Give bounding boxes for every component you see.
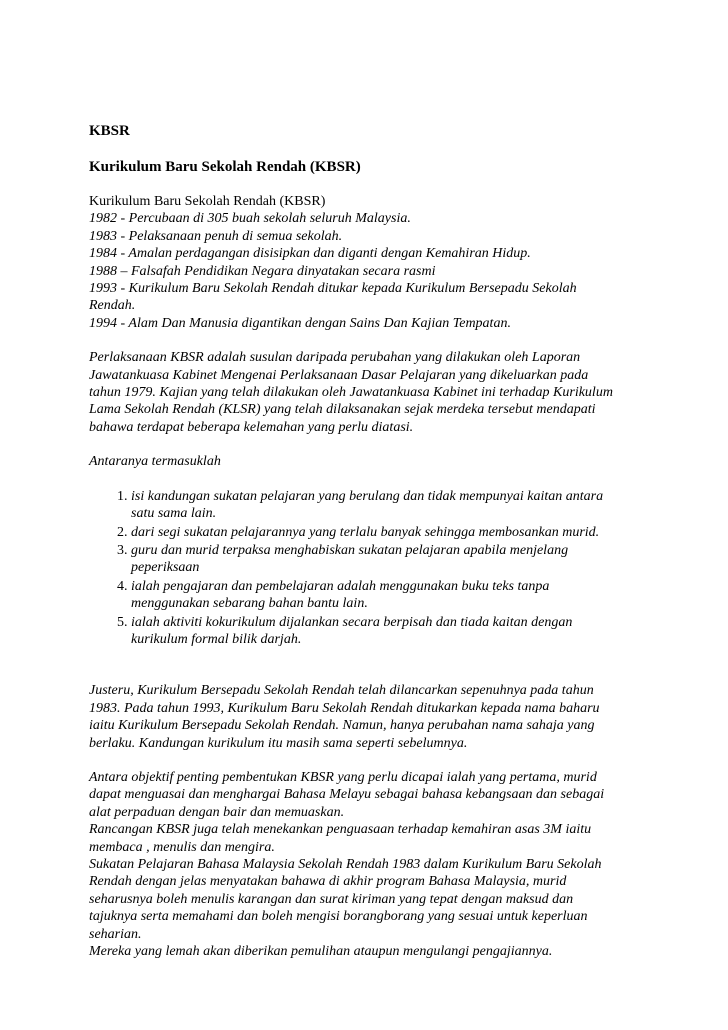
- paragraph-line: Perlaksanaan KBSR adalah susulan daripada perubahan yang dilakukan oleh Laporan: [89, 350, 581, 366]
- paragraph-line: Lama Sekolah Rendah (KLSR) yang telah dilaksanakan sejak merdeka tersebut mendapati: [89, 402, 596, 418]
- paragraph-line: tahun 1979. Kajian yang telah dilakukan oleh Jawatankuasa Kabinet ini terhadap Kurikulum: [89, 385, 613, 401]
- paragraph-line: seharusnya boleh menulis karangan dan surat kiriman yang tepat dengan maksud dan: [89, 891, 574, 907]
- timeline-line: 1993 - Kurikulum Baru Sekolah Rendah ditukar kepada Kurikulum Bersepadu Sekolah: [89, 281, 577, 297]
- paragraph-line: Sukatan Pelajaran Bahasa Malaysia Sekolah Rendah 1983 dalam Kurikulum Baru Sekolah: [89, 857, 602, 872]
- weakness-list: [89, 488, 649, 649]
- timeline-line: 1988 – Falsafah Pendidikan Negara dinyatakan secara rasmi: [89, 263, 436, 279]
- list-item-line: 3. guru dan murid terpaksa menghabiskan sukatan pelajaran apabila menjelang: [131, 542, 569, 558]
- timeline-line: 1983 - Pelaksanaan penuh di semua sekolah.: [89, 228, 343, 244]
- paragraph-line: tajuknya serta memahami dan boleh mengisi borangborang yang sesuai untuk keperluan: [89, 909, 588, 925]
- paragraph-line: Jawatankuasa Kabinet Mengenai Perlaksanaan Dasar Pelajaran yang dikeluarkan pada: [89, 367, 589, 383]
- timeline-lines: [89, 210, 649, 332]
- paragraph-line: Rancangan KBSR juga telah menekankan penguasaan terhadap kemahiran asas 3M iaitu: [89, 822, 592, 838]
- list-item-line: peperiksaan: [131, 560, 200, 576]
- paragraph-line: seharian.: [89, 926, 142, 942]
- document-subtitle: Kurikulum Baru Sekolah Rendah (KBSR): [89, 159, 361, 175]
- paragraph-line: berlaku. Kandungan kurikulum itu masih sama seperti sebelumnya.: [89, 735, 468, 751]
- list-item-line: kurikulum formal bilik darjah.: [131, 631, 302, 647]
- list-item-line: 1. isi kandungan sukatan pelajaran yang berulang dan tidak mempunyai kaitan antara: [131, 488, 604, 504]
- paragraph-line: alat perpaduan dengan bair dan memuaskan.: [89, 804, 345, 820]
- timeline-block: [89, 193, 649, 332]
- list-intro: Antaranya termasuklah: [89, 454, 221, 470]
- timeline-heading: Kurikulum Baru Sekolah Rendah (KBSR): [89, 194, 326, 209]
- list-item: [131, 614, 649, 649]
- list-item-line: 2. dari segi sukatan pelajarannya yang terlalu banyak sehingga membosankan murid.: [131, 524, 600, 540]
- timeline-line: 1982 - Percubaan di 305 buah sekolah seluruh Malaysia.: [89, 211, 411, 227]
- paragraph-justeru: [89, 682, 649, 752]
- list-item-line: satu sama lain.: [131, 506, 217, 522]
- timeline-line: Rendah.: [89, 298, 136, 314]
- paragraph-line: Mereka yang lemah akan diberikan pemulihan ataupun mengulangi pengajiannya.: [89, 944, 553, 960]
- paragraph-line: membaca , menulis dan mengira.: [89, 839, 275, 855]
- list-item-line: 4. ialah pengajaran dan pembelajaran adalah menggunakan buku teks tanpa: [131, 578, 550, 594]
- document-page: [89, 122, 649, 977]
- paragraph-line: bahawa terdapat beberapa kelemahan yang perlu diatasi.: [89, 419, 414, 435]
- paragraph-line: Justeru, Kurikulum Bersepadu Sekolah Rendah telah dilancarkan sepenuhnya pada tahun: [89, 683, 594, 699]
- list-item-line: 5. ialah aktiviti kokurikulum dijalankan secara berpisah dan tiada kaitan dengan: [131, 614, 573, 630]
- list-item: [131, 542, 649, 577]
- paragraph-line: 1983. Pada tahun 1993, Kurikulum Baru Sekolah Rendah ditukarkan kepada nama baharu: [89, 700, 600, 716]
- paragraph-line: Rendah dengan jelas menyatakan bahawa di akhir program Bahasa Malaysia, murid: [89, 874, 567, 890]
- timeline-line: 1994 - Alam Dan Manusia digantikan dengan Sains Dan Kajian Tempatan.: [89, 315, 511, 331]
- list-item-line: menggunakan sebarang bahan bantu lain.: [131, 596, 368, 612]
- paragraph-perlaksanaan: [89, 349, 649, 436]
- paragraph-line: Antara objektif penting pembentukan KBSR yang perlu dicapai ialah yang pertama, murid: [89, 769, 597, 785]
- paragraph-line: iaitu Kurikulum Bersepadu Sekolah Rendah. Namun, hanya perubahan nama sahaja yang: [89, 718, 595, 734]
- list-item: [131, 578, 649, 613]
- paragraph-objektif: [89, 769, 649, 960]
- paragraph-line: dapat menguasai dan menghargai Bahasa Melayu sebagai bahasa kebangsaan dan sebagai: [89, 787, 605, 803]
- timeline-line: 1984 - Amalan perdagangan disisipkan dan diganti dengan Kemahiran Hidup.: [89, 246, 531, 262]
- list-item: [131, 488, 649, 523]
- document-title: KBSR: [89, 123, 130, 139]
- list-item: [131, 524, 649, 541]
